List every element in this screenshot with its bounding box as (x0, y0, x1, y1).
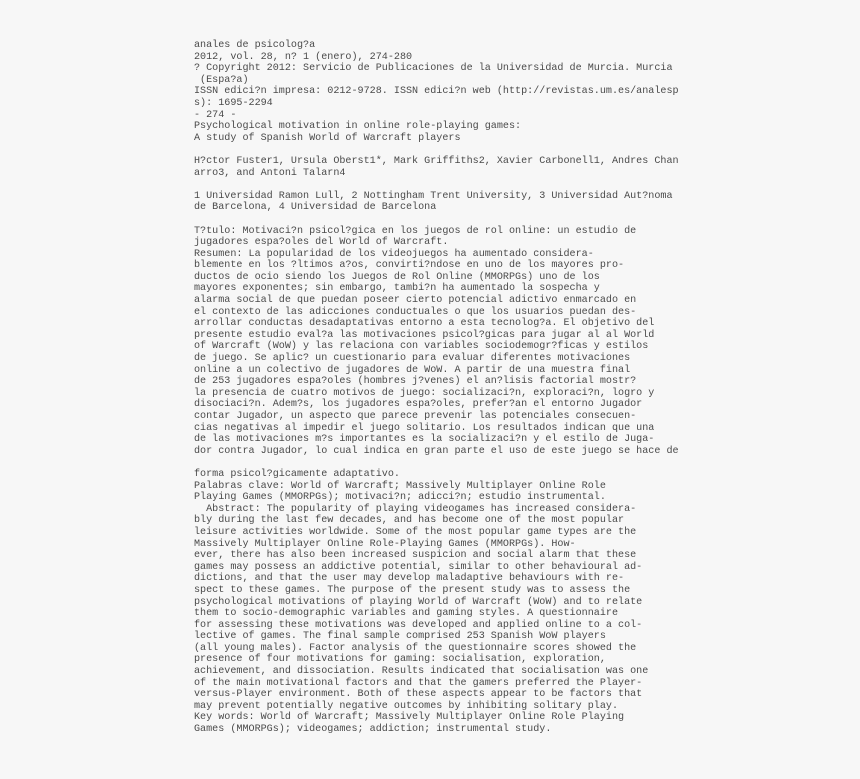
abstract-line: games may possess an addictive potential, similar to other behavioural ad- (194, 561, 643, 573)
abstract-line: for assessing these motivations was developed and applied online to a col- (194, 619, 643, 631)
spacer (194, 144, 814, 156)
affiliations (194, 191, 814, 214)
title-line-2: A study of Spanish World of Warcraft players (194, 132, 461, 144)
abstract-line: may prevent potentially negative outcomes by inhibiting solitary play. (194, 700, 619, 712)
authors-line-1: H?ctor Fuster1, Ursula Oberst1*, Mark Griffiths2, Xavier Carbonell1, Andres Chan (194, 155, 679, 167)
page-number: - 274 - (194, 109, 237, 121)
resumen-line: dor contra Jugador, lo cual indica en gran parte el uso de este juego se hace de (194, 445, 679, 457)
resumen-line: de juego. Se aplic? un cuestionario para evaluar diferentes motivaciones (194, 353, 631, 365)
resumen-line: de las motivaciones m?s importantes es la socializaci?n y el estilo de Juga- (194, 434, 655, 446)
authors-line-2: arro3, and Antoni Talarn4 (194, 167, 346, 179)
resumen-line: ductos de ocio siendo los Juegos de Rol Online (MMORPGs) uno de los (194, 271, 600, 283)
resumen-line: disociaci?n. Adem?s, los jugadores espa?oles, prefer?an el entorno Jugador (194, 399, 643, 411)
palabras-clave (194, 481, 814, 504)
abstract-line: of the main motivational factors and that the gamers preferred the Player- (194, 677, 643, 689)
resumen-line: of Warcraft (WoW) y las relaciona con variables sociodemogr?ficas y estilos (194, 341, 649, 353)
abstract-line: them to socio-demographic variables and gaming styles. A questionnaire (194, 608, 619, 620)
abstract-line: presence of four motivations for gaming: socialisation, exploration, (194, 654, 606, 666)
spanish-title-line: T?tulo: Motivaci?n psicol?gica en los juegos de rol online: un estudio de (194, 225, 637, 237)
issue-info: 2012, vol. 28, n? 1 (enero), 274-280 (194, 51, 413, 63)
abstract-line: bly during the last few decades, and has become one of the most popular (194, 515, 625, 527)
spacer (194, 179, 814, 191)
abstract-line: spect to these games. The purpose of the present study was to assess the (194, 584, 631, 596)
resumen-continuation: forma psicol?gicamente adaptativo. (194, 468, 400, 480)
journal-name: anales de psicolog?a (194, 40, 316, 51)
abstract-line: (all young males). Factor analysis of the questionnaire scores showed the (194, 642, 637, 654)
abstract (194, 504, 814, 713)
resumen-line: cias negativas al impedir el juego solitario. Los resultados indican que una (194, 422, 655, 434)
resumen-line: arrollar conductas desadaptativas entorno a esta tecnolog?a. El objetivo del (194, 318, 655, 330)
abstract-line: psychological motivations of playing World of Warcraft (WoW) and to relate (194, 596, 643, 608)
resumen-line: Resumen: La popularidad de los videojuegos ha aumentado considera- (194, 248, 594, 260)
affiliations-line-1: 1 Universidad Ramon Lull, 2 Nottingham Trent University, 3 Universidad Aut?noma (194, 190, 673, 202)
abstract-line: achievement, and dissociation. Results indicated that socialisation was one (194, 666, 649, 678)
authors (194, 156, 814, 179)
resumen-line: mayores exponentes; sin embargo, tambi?n ha aumentado la sospecha y (194, 283, 600, 295)
key-words (194, 712, 814, 735)
resumen-line: contar Jugador, un aspecto que parece prevenir las potenciales consecuen- (194, 411, 637, 422)
spanish-title (194, 226, 814, 249)
abstract-line: Massively Multiplayer Online Role-Playing Games (MMORPGs). How- (194, 538, 576, 550)
resumen-line: el contexto de las adicciones conductuales o que los usuarios puedan des- (194, 306, 637, 318)
resumen-line: blemente en los ?ltimos a?os, convirti?ndose en uno de los mayores pro- (194, 260, 625, 272)
spanish-title-line: jugadores espa?oles del World of Warcraft. (194, 237, 449, 249)
journal-header (194, 40, 814, 121)
affiliations-line-2: de Barcelona, 4 Universidad de Barcelona (194, 202, 437, 214)
key-words-line: Key words: World of Warcraft; Massively Multiplayer Online Role Playing (194, 712, 625, 724)
article-title (194, 121, 814, 144)
spacer (194, 214, 814, 226)
issn-line-1: ISSN edici?n impresa: 0212-9728. ISSN edici?n web (http://revistas.um.es/analesp (194, 86, 679, 98)
resumen (194, 249, 814, 481)
resumen-line: de 253 jugadores espa?oles (hombres j?venes) el an?lisis factorial mostr? (194, 376, 637, 388)
copyright-line-2: (Espa?a) (194, 74, 249, 86)
abstract-line: dictions, and that the user may develop maladaptive behaviours with re- (194, 573, 625, 585)
resumen-line: alarma social de que puedan poseer cierto potencial adictivo enmarcado en (194, 295, 637, 307)
palabras-clave-line: Playing Games (MMORPGs); motivaci?n; adicci?n; estudio instrumental. (194, 492, 606, 504)
issn-line-2: s): 1695-2294 (194, 97, 273, 109)
resumen-line: online a un colectivo de jugadores de WoW. A partir de una muestra final (194, 364, 631, 376)
palabras-clave-line: Palabras clave: World of Warcraft; Massively Multiplayer Online Role (194, 480, 606, 492)
spacer (194, 457, 814, 469)
resumen-line: presente estudio eval?a las motivaciones psicol?gicas para jugar al al World (194, 329, 655, 341)
abstract-line: Abstract: The popularity of playing videogames has increased considera- (194, 503, 637, 515)
abstract-line: leisure activities worldwide. Some of the most popular game types are the (194, 526, 637, 538)
title-line-1: Psychological motivation in online role-playing games: (194, 121, 522, 133)
copyright-line-1: ? Copyright 2012: Servicio de Publicaciones de la Universidad de Murcia. Murcia (194, 63, 673, 75)
abstract-line: lective of games. The final sample comprised 253 Spanish WoW players (194, 631, 606, 643)
abstract-line: versus-Player environment. Both of these aspects appear to be factors that (194, 689, 643, 701)
key-words-line: Games (MMORPGs); videogames; addiction; instrumental study. (194, 724, 552, 736)
abstract-line: ever, there has also been increased suspicion and social alarm that these (194, 550, 637, 562)
resumen-line: la presencia de cuatro motivos de juego: socializaci?n, exploraci?n, logro y (194, 387, 655, 399)
document-page (194, 40, 814, 736)
